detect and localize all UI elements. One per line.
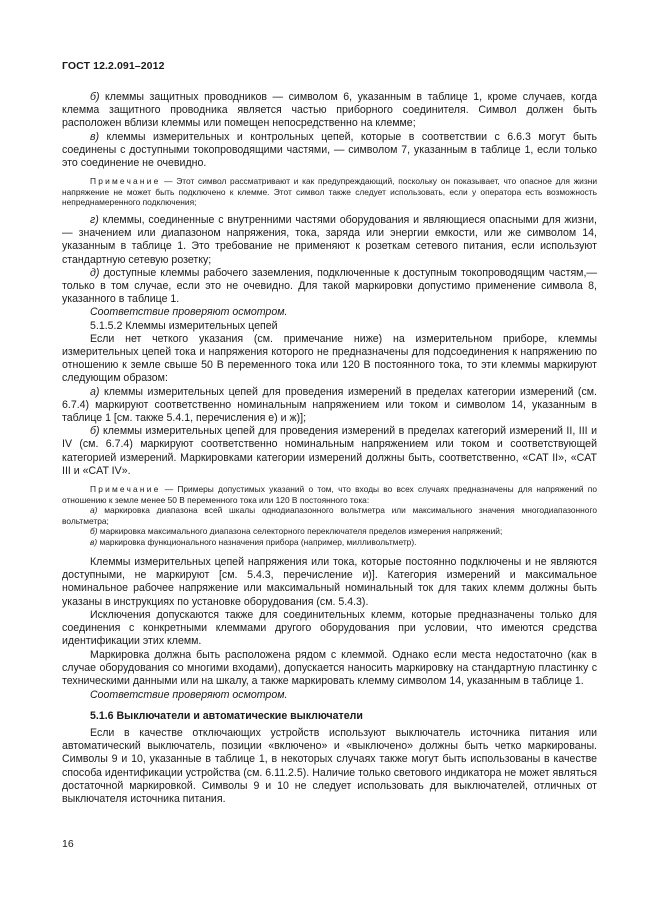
list-marker: в) <box>90 130 100 143</box>
note-label: Примечание <box>90 484 161 495</box>
list-marker: г) <box>90 214 99 226</box>
list-item-b2 <box>62 425 597 478</box>
list-item-text: маркировка максимального диапазона селекторного переключателя пределов измерения напряжений; <box>97 526 503 537</box>
paragraph-location: Маркировка должна быть расположена рядом с клеммой. Однако если места недостаточно (как в случае оборудования со многими входами), допускается наносить маркировку на стандартную пластинку с техническими данными или на шкалу, а также маркировать клемму символом 14, указанным в таблице 1. <box>62 648 597 688</box>
page-number: 16 <box>62 838 74 850</box>
paragraph-exceptions: Исключения допускаются также для соединительных клемм, которые предназначены только для соединения с конкретными клеммами другого оборудования при условии, что имеются средства идентификации этих клемм. <box>62 608 597 648</box>
paragraph-intro: Если нет четкого указания (см. примечание ниже) на измерительном приборе, клеммы измерительных цепей тока и напряжения которого не предназначены для подсоединения к напряжению по отношению к земле свыше 50 В переменного тока или 120 В постоянного тока, то эти клеммы маркируют следующим образом: <box>62 332 597 385</box>
note-2-item-a <box>62 505 597 526</box>
list-marker: а) <box>90 505 98 516</box>
list-item-g <box>62 214 597 267</box>
note-1 <box>62 176 597 208</box>
list-item-text: клеммы измерительных цепей для проведения измерений в пределах категорий измерений II, III и IV (см. 6.7.4) маркируют соответственно номинальным напряжением или током и соответствующей категорией измерений. Маркировками категории измерений должны быть, соответственно, «CAT II», «CAT III и «CAT IV». <box>62 425 597 477</box>
list-item-v <box>62 131 597 171</box>
list-marker: б) <box>90 91 100 103</box>
list-item-text: маркировка диапазона всей шкалы однодиапазонного вольтметра или максимального значения многодиапазонного вольтметра; <box>62 505 597 526</box>
note-2-item-v <box>62 537 597 548</box>
list-item-text: клеммы, соединенные с внутренними частями оборудования и являющиеся опасными для жизни, — значением или диапазоном напряжения, тока, заряда или энергии емкости, или же символом 14, указанным в таблице 1. Это требование не применяют к розеткам сетевого питания, если используют стандартную сетевую розетку; <box>62 214 597 266</box>
list-item-text: доступные клеммы рабочего заземления, подключенные к доступным токопроводящим частям,— только в том случае, если это не очевидно. Для такой маркировки допустимо применение символа 8, указанного в таблице 1. <box>62 266 597 306</box>
list-item-b <box>62 91 597 131</box>
paragraph-permanent: Клеммы измерительных цепей напряжения или тока, которые постоянно подключены и не являются доступными, не маркируют [см. 5.4.3, перечисление и)]. Категория измерений и максимальное номинальное рабочее напряжение или максимальный номинальный ток для таких клемм должны быть указаны в инструкциях по установке оборудования (см. 5.4.3). <box>62 555 597 608</box>
list-item-text: клеммы защитных проводников — символом 6, указанным в таблице 1, кроме случаев, когда клемма защитного проводника является частью приборного соединителя. Символ должен быть расположен вблизи клеммы или помещен непосредственно на клемме; <box>62 91 597 130</box>
note-text: — Этот символ рассматривают и как предупреждающий, поскольку он показывает, что опасное для жизни напряжение не может быть подключено к клемме. Этот символ также следует использовать, если у оператора есть возможность непреднамеренного подключения; <box>62 176 597 208</box>
document-header: ГОСТ 12.2.091–2012 <box>62 60 165 72</box>
compliance-check-1: Соответствие проверяют осмотром. <box>90 306 288 319</box>
compliance-check-2: Соответствие проверяют осмотром. <box>90 688 288 701</box>
list-marker: д) <box>90 266 100 279</box>
list-marker: б) <box>90 425 100 438</box>
list-marker: а) <box>90 385 100 398</box>
note-2 <box>62 484 597 505</box>
note-text: — Примеры допустимых указаний о том, что входы во всех случаях предназначены для напряжений по отношению к земле менее 50 В переменного тока или 120 В постоянного тока: <box>62 484 597 505</box>
note-2-item-b <box>62 526 597 537</box>
list-item-text: маркировка функционального назначения прибора (например, милливольтметр). <box>97 537 417 548</box>
paragraph-switches: Если в качестве отключающих устройств используют выключатель источника питания или автоматический выключатель, позиции «включено» и «выключено» должны быть четко маркированы. Символы 9 и 10, указанные в таблице 1, в некоторых случаях также могут быть использованы в качестве способа идентификации устройства (см. 6.11.2.5). Наличие только светового индикатора не может являться достаточной маркировкой. Символы 9 и 10 не следует использовать для выключателей, отличных от выключателя источника питания. <box>62 726 597 806</box>
section-heading: 5.1.6 Выключатели и автоматические выключатели <box>90 709 363 722</box>
note-label: Примечание <box>90 176 161 187</box>
list-item-a <box>62 386 597 426</box>
list-marker: б) <box>90 526 98 537</box>
subsection-heading: 5.1.5.2 Клеммы измерительных цепей <box>90 319 278 332</box>
list-item-text: клеммы измерительных и контрольных цепей, которые в соответствии с 6.6.3 могут быть соединены с доступными токопроводящими частями, — символом 7, указанным в таблице 1, если только это соединение не очевидно. <box>62 130 597 170</box>
list-item-d <box>62 267 597 307</box>
list-marker: в) <box>90 537 98 548</box>
page-content <box>62 91 597 807</box>
list-item-text: клеммы измерительных цепей для проведения измерений в пределах категории измерений (см. 6.7.4) маркируют соответственно номинальным напряжением или током и символом 14, указанным в таблице 1 [см. также 5.4.1, перечисления е) и ж)]; <box>62 385 597 425</box>
